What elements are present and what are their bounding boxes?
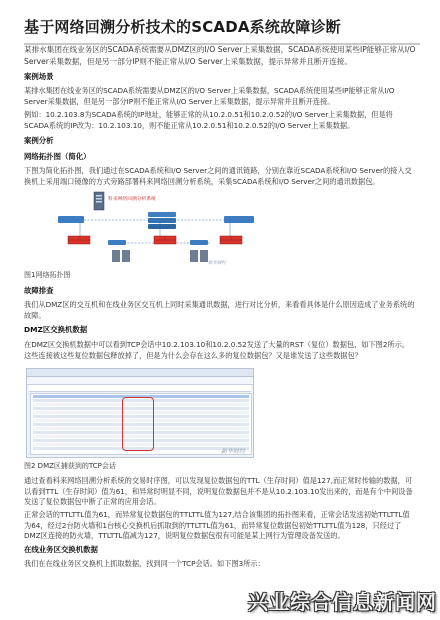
access-switch-right-icon [190, 240, 208, 245]
figure2-caption-block [24, 461, 416, 472]
analysis-server-icon [94, 192, 104, 210]
scada-server-icon [112, 250, 130, 262]
rst-highlight-box [122, 397, 154, 451]
site-brand-watermark: 兴业综合信息新闻网 [248, 590, 437, 614]
figure2-toolbar [27, 377, 253, 385]
section-troubleshoot [24, 286, 416, 296]
right-switch-icon [224, 216, 254, 223]
case-scene-body-2 [24, 110, 416, 131]
figure1-caption: 图1网络拓扑图 [24, 271, 71, 279]
tcp-session-screenshot-figure [26, 368, 254, 458]
troubleshoot-paragraph: 我们从DMZ区的交互机和在线业务区交互机上同时采集通讯数据，进行对比分析，来看看具体是什么原因造成了业务系统的故障。 [24, 300, 415, 320]
figure1-caption-block [24, 270, 416, 281]
dmz-switch-body [24, 340, 416, 361]
core-switch-icon [148, 212, 176, 229]
troubleshoot-heading: 故障排查 [24, 286, 54, 295]
section-dmz-switch [24, 325, 416, 335]
ttl-comparison-paragraph: 正常会话的TTLTTL值为61，而异常复位数据包的TTLTTL值为127,结合该集团的拓扑图来看，正常会话发送初始TTLTTL值为64，经过2台防火墙和1台核心交换机后抓取到的TTLTTL值为61，而异常复位数据包初始TTLTTL值为128，只经过了DMZ区连接的防火墙，TTLTTL值减为127，说明复位数据包很有可能是某上网行为管理设备发送的。 [24, 510, 410, 540]
topology-subheading: 网络拓扑图（简化） [24, 152, 91, 161]
topology-subsection [24, 152, 416, 162]
dmz-switch-heading: DMZ区交换机数据 [24, 325, 88, 334]
network-topology-figure [50, 188, 260, 266]
title-bar [24, 16, 420, 45]
firewall-right-icon [220, 236, 242, 244]
case-scene-body [24, 86, 416, 107]
section-case-analysis [24, 136, 416, 146]
case-analysis-heading: 案例分析 [24, 136, 54, 145]
firewall-left-icon [68, 236, 90, 244]
case-scene-paragraph-2: 例如：10.2.103.8为SCADA系统的IP地址，能够正常的从10.2.0.51和10.2.0.52的I/O Server上采集数据，但是将SCADA系统的IP改为：10.2.103.10，则不能正常从10.2.0.51和10.2.0.52的I/O Server上采集数据。 [24, 110, 393, 130]
access-switch-left-icon [108, 240, 126, 245]
figure2-filter-bar [29, 385, 251, 392]
online-switch-heading: 在线业务区交换机数据 [24, 545, 98, 554]
analysis-system-label: 科来网络回溯分析系统 [108, 197, 156, 202]
figure2-caption: 图2 DMZ区捕获到的TCP会话 [24, 462, 116, 470]
topology-paragraph: 下图为简化拓扑图，我们通过在SCADA系统和I/O Server之间的通讯链路，分别在靠近SCADA系统和I/O Server的接入交换机上采用端口镜像的方式旁路部署科来网络回溯分析系统，采集SCADA系统和I/O Server之间的通讯数据包。 [24, 166, 412, 186]
case-scene-heading: 案例场景 [24, 72, 54, 81]
troubleshoot-body [24, 300, 416, 321]
figure2-menubar [27, 369, 253, 377]
ttl-analysis-paragraph: 通过查看科来网络回溯分析系统的交易时序图，可以发现复位数据包的TTL（生存时间）值是127,而正常时传输的数据，可以看到TTL（生存时间）值为61，和异常时明显不同，说明复位数据包并不是从10.2.103.10发出来的，而是有个中间设备发送了复位数据包中断了正常的应用会话。 [24, 476, 413, 506]
io-server-icon [190, 250, 208, 262]
intro-text: 某排水集团在线业务区的SCADA系统需要从DMZ区的I/O Server上采集数据，SCADA系统使用某些IP能够正常从I/O Server采集数据，但是另一部分IP则不能正常从I/O Server上采集数据，提示异常并且断开连接。 [24, 45, 416, 66]
firewall-middle-icon [154, 236, 176, 244]
ttl-comparison-body [24, 510, 416, 542]
case-scene-paragraph-1: 某排水集团在线业务区的SCADA系统需要从DMZ区的I/O Server上采集数据，SCADA系统使用某些IP能够正常从I/O Server采集数据，但是另一部分IP则不能正常从I/O Server上采集数据，提示异常并且断开连接。 [24, 86, 395, 106]
figure2-watermark: 新华财经 [220, 448, 245, 455]
dmz-switch-paragraph: 在DMZ区交换机数据中可以看到TCP会话中10.2.103.10和10.2.0.52发送了大量的RST（复位）数据包，如下图2所示。这些连接被这些复位数据包释放掉了，但是为什么会存在这么多的复位数据包？又是谁发送了这些数据包？ [24, 340, 409, 360]
online-switch-paragraph: 我们在在线业务区交换机上抓取数据，找到同一个TCP会话。如下图3所示： [24, 559, 265, 568]
online-switch-body [24, 559, 416, 570]
section-online-switch [24, 545, 416, 555]
ttl-analysis-body [24, 476, 416, 508]
left-switch-icon [58, 216, 84, 223]
topology-description [24, 166, 416, 187]
figure1-watermark: 新华财经 [208, 261, 226, 266]
section-case-scene [24, 72, 416, 82]
page-title: 基于网络回溯分析技术的SCADA系统故障诊断 [24, 18, 341, 36]
intro-paragraph [24, 44, 416, 67]
